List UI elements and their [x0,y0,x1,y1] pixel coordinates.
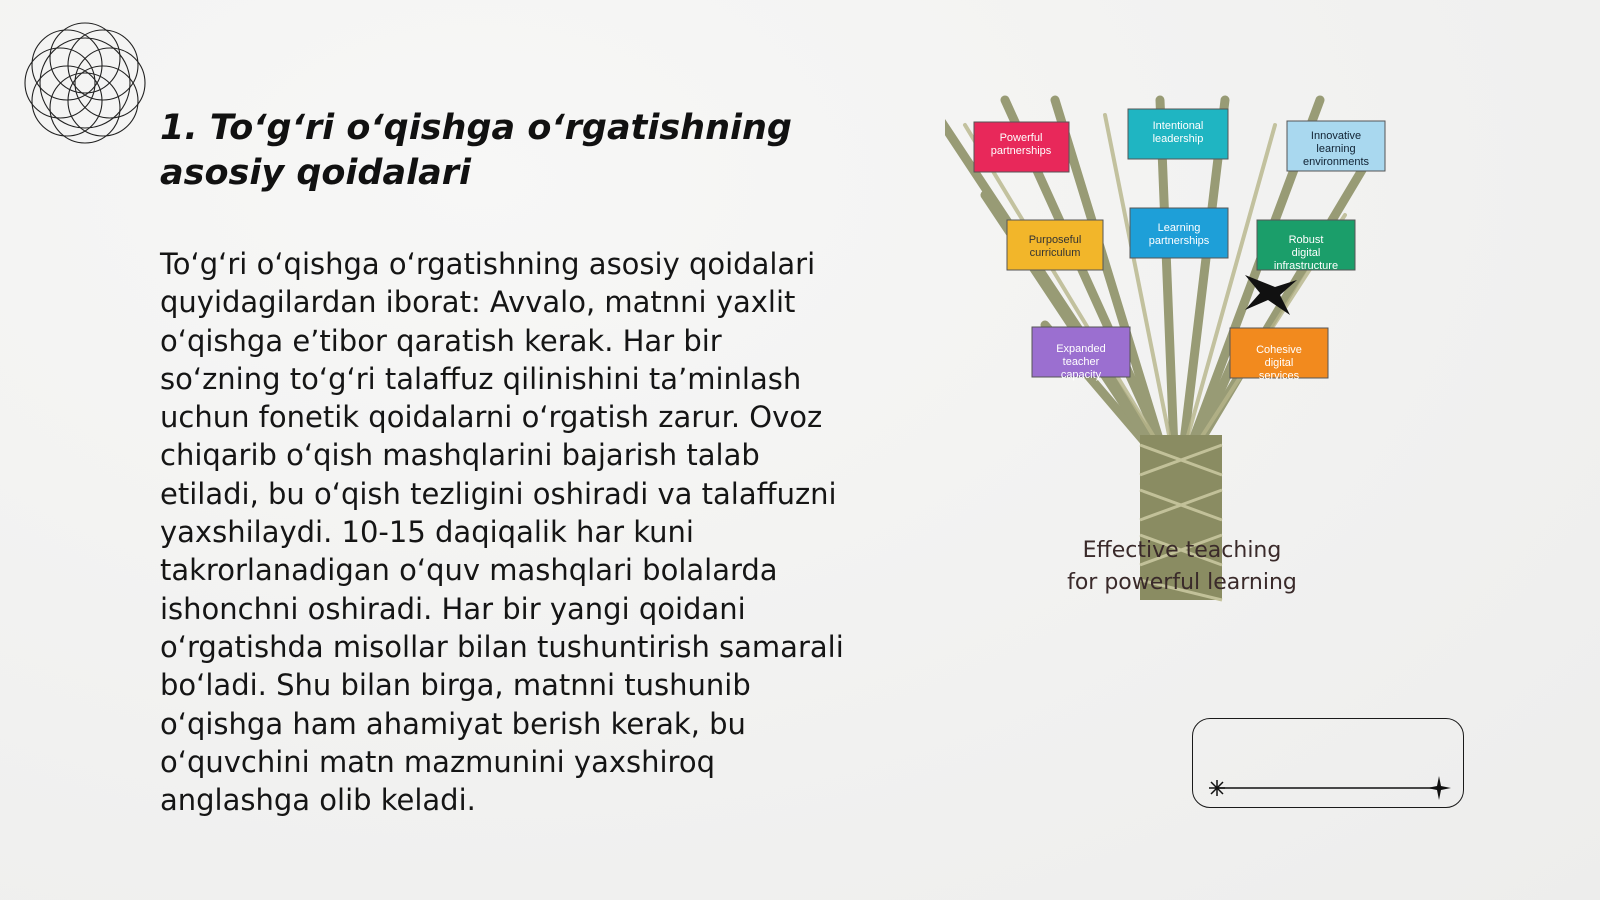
star-icon [1427,776,1451,800]
tree-caption-line2: for powerful learning [1067,570,1297,595]
box-robust-digital-infrastructure [1257,220,1355,272]
box-purposeful-curriculum [1007,220,1103,270]
box-intentional-leadership [1128,109,1228,159]
box-powerful-partnerships [974,122,1069,172]
box-cohesive-digital-services [1230,328,1328,382]
circle-rosette-icon [10,8,160,158]
decorative-pill [1192,718,1464,808]
tree-illustration [945,95,1405,615]
svg-text:Learningpartnerships: Learning partnerships [1148,222,1210,247]
box-learning-partnerships [1130,208,1228,258]
svg-text:Expandedteachercapacity: Expanded teacher capacity [1056,343,1106,381]
svg-text:Intentionalleadership: Intentional leadership [1152,120,1204,145]
svg-text:Innovativelearningenvironments: Innovative learning environments [1302,130,1370,168]
slide-title: 1. To‘g‘ri o‘qishga o‘rgatishning asosiy qoidalari [160,108,792,193]
box-innovative-learning-environments [1287,121,1385,171]
tree-caption-line1: Effective teaching [1082,538,1282,563]
svg-text:Purposefulcurriculum: Purposeful curriculum [1028,234,1082,259]
slide-body-text: To‘g‘ri o‘qishga o‘rgatishning asosiy qoidalari quyidagilardan iborat: Avvalo, matnni yaxlit o‘qishga e’tibor qaratish kerak. Har bir so‘zning to‘g‘ri talaffuz qilinishini ta’minlash uchun fonetik qoidalarni o‘rgatish zarur. Ovoz chiqarib o‘qish mashqlarini bajarish talab etiladi, bu o‘qish tezligini oshiradi va talaffuzni yaxshilaydi. 10-15 daqiqalik har kuni takrorlanadigan o‘quv mashqlari bolalarda ishonchni oshiradi. Har bir yangi qoidani o‘rgatishda misollar bilan tushuntirish samarali bo‘ladi. Shu bilan birga, matnni tushunib o‘qishga ham ahamiyat berish kerak, bu o‘quvchini matn mazmunini yaxshiroq anglashga olib keladi. [160,247,844,818]
svg-text:Cohesivedigitalservices: Cohesive digital services [1256,344,1302,382]
sparkle-icon [1209,780,1225,796]
box-expanded-teacher-capacity [1032,327,1130,381]
svg-text:Powerfulpartnerships: Powerful partnerships [990,132,1052,157]
svg-text:Robustdigitalinfrastructure: Robust digital infrastructure [1273,234,1339,272]
